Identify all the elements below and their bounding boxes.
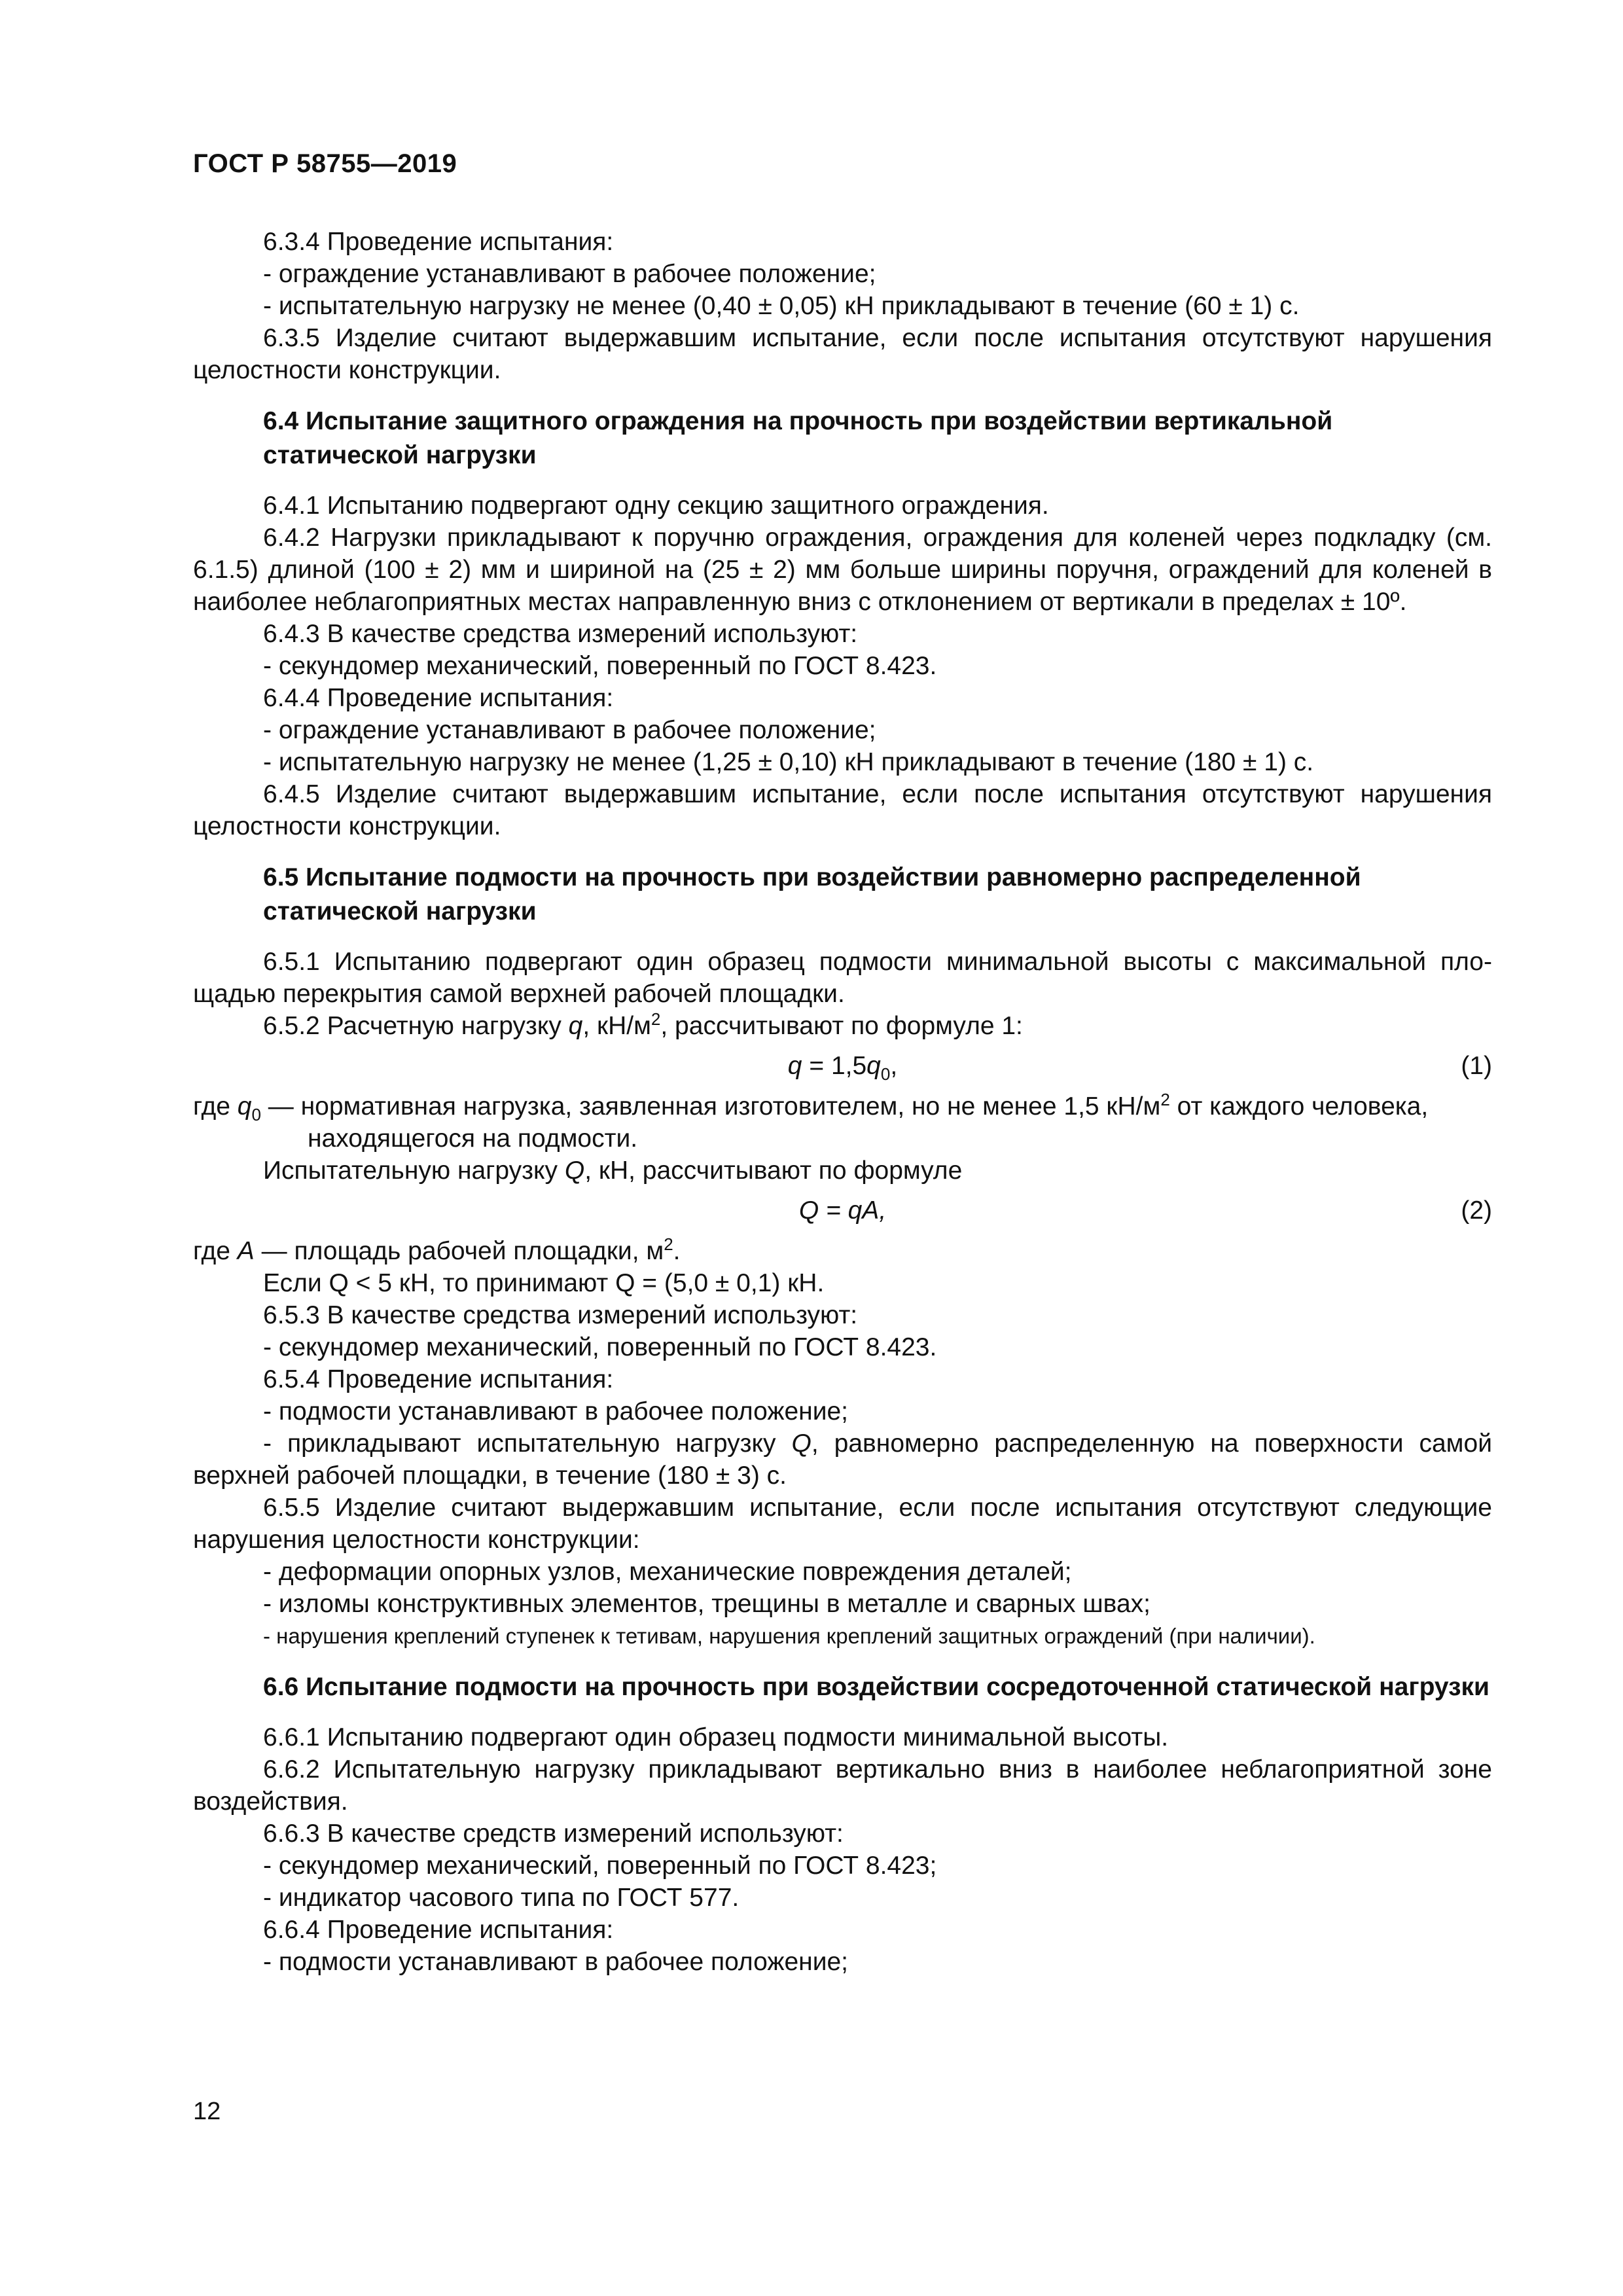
- paragraph: 6.5.4 Проведение испытания:: [263, 1365, 614, 1393]
- text: .: [673, 1237, 681, 1265]
- variable: Q: [564, 1157, 585, 1185]
- formula-explanation: [193, 1235, 1492, 1267]
- text: — площадь рабочей площадки, м: [254, 1237, 664, 1265]
- variable: q: [568, 1012, 583, 1040]
- formula-expression: [193, 1047, 1492, 1085]
- paragraph: 6.6.2 Испытательную нагрузку прикладывают вертикально вниз в наиболее неблагоприятной зоне воздействия.: [193, 1755, 1492, 1816]
- list-item: - испытательную нагрузку не менее (1,25 ± 0,10) кН прикладывают в течение (180 ± 1) с.: [263, 748, 1314, 776]
- text: , равномерно распределенную на поверхности самой верхней рабочей площадки, в течение (180 ± 3) с.: [193, 1429, 1492, 1490]
- subscript: 0: [251, 1104, 261, 1124]
- subscript: 0: [880, 1064, 891, 1084]
- variable: q: [237, 1092, 252, 1121]
- list-item: - индикатор часового типа по ГОСТ 577.: [263, 1884, 740, 1912]
- formula-2: [193, 1192, 1492, 1230]
- list-item: - ограждение устанавливают в рабочее положение;: [263, 716, 876, 744]
- section-heading-6-6: 6.6 Испытание подмости на прочность при воздействии сосредоточенной статической нагрузки: [263, 1673, 1489, 1701]
- paragraph: 6.5.3 В качестве средства измерений используют:: [263, 1301, 858, 1329]
- text: Испытательную нагрузку: [263, 1157, 565, 1185]
- paragraph: 6.4.5 Изделие считают выдержавшим испытание, если после испытания отсутствуют нарушения целостности конструкции.: [193, 780, 1492, 840]
- list-item: [193, 1427, 1492, 1492]
- superscript: 2: [1160, 1090, 1170, 1109]
- paragraph: 6.4.4 Проведение испытания:: [263, 684, 614, 712]
- list-item: - секундомер механический, поверенный по ГОСТ 8.423.: [263, 1333, 937, 1361]
- paragraph: 6.4.1 Испытанию подвергают одну секцию защитного ограждения.: [263, 492, 1049, 520]
- list-item: - подмости устанавливают в рабочее положение;: [263, 1948, 849, 1976]
- variable: q: [787, 1052, 802, 1080]
- list-item: - изломы конструктивных элементов, трещины в металле и сварных швах;: [263, 1590, 1150, 1618]
- formula-number: (1): [1461, 1052, 1492, 1080]
- text: = 1,5: [802, 1052, 867, 1080]
- paragraph: 6.6.4 Проведение испытания:: [263, 1916, 614, 1944]
- list-item: - подмости устанавливают в рабочее положение;: [263, 1397, 849, 1426]
- paragraph: 6.6.3 В качестве средств измерений используют:: [263, 1820, 844, 1848]
- list-item: - ограждение устанавливают в рабочее положение;: [263, 260, 876, 288]
- paragraph: [193, 1010, 1492, 1042]
- standard-header: ГОСТ Р 58755—2019: [193, 149, 457, 178]
- paragraph: 6.3.5 Изделие считают выдержавшим испытание, если после испытания отсутствуют нарушения целостности конструкции.: [193, 324, 1492, 384]
- text: , рассчитывают по формуле 1:: [660, 1012, 1023, 1040]
- section-heading-6-5: 6.5 Испытание подмости на прочность при воздействии равномерно распределенной статической нагрузки: [263, 863, 1361, 925]
- document-body: [193, 226, 1492, 1978]
- text: 6.5.2 Расчетную нагрузку: [263, 1012, 569, 1040]
- list-item: - нарушения креплений ступенек к тетивам, нарушения креплений защитных ограждений (при наличии).: [263, 1624, 1315, 1648]
- formula-expression: Q = qA,: [798, 1196, 887, 1225]
- text: , кН/м: [582, 1012, 651, 1040]
- paragraph: Если Q < 5 кН, то принимают Q = (5,0 ± 0,1) кН.: [263, 1269, 825, 1297]
- section-heading-6-4: 6.4 Испытание защитного ограждения на прочность при воздействии вертикальной статической нагрузки: [263, 407, 1333, 469]
- paragraph: 6.3.4 Проведение испытания:: [263, 228, 614, 256]
- text: ,: [890, 1052, 898, 1080]
- variable: A: [237, 1237, 255, 1265]
- formula-explanation: [193, 1090, 1492, 1155]
- paragraph: [193, 1155, 1492, 1187]
- text: где: [193, 1092, 238, 1121]
- paragraph: 6.6.1 Испытанию подвергают один образец подмости минимальной высоты.: [263, 1723, 1169, 1751]
- list-item: - секундомер механический, поверенный по ГОСТ 8.423;: [263, 1852, 937, 1880]
- paragraph: 6.5.5 Изделие считают выдержавшим испытание, если после испытания отсутствуют следующие нарушения целостности конструкции:: [193, 1494, 1492, 1554]
- list-item: - деформации опорных узлов, механические повреждения деталей;: [263, 1558, 1072, 1586]
- paragraph: 6.5.1 Испытанию подвергают один образец подмости минимальной высоты с максимальной площадью перекрытия самой верхней рабочей площадки.: [193, 948, 1492, 1008]
- text: - прикладывают испытательную нагрузку: [263, 1429, 792, 1458]
- list-item: - секундомер механический, поверенный по ГОСТ 8.423.: [263, 652, 937, 680]
- formula-1: [193, 1047, 1492, 1085]
- text: где: [193, 1237, 238, 1265]
- text: — нормативная нагрузка, заявленная изготовителем, но не менее 1,5 кН/м: [260, 1092, 1161, 1121]
- page-number: 12: [193, 2098, 221, 2125]
- superscript: 2: [664, 1234, 673, 1254]
- text: , кН, рассчитывают по формуле: [584, 1157, 963, 1185]
- paragraph: 6.4.3 В качестве средства измерений используют:: [263, 620, 858, 648]
- variable: q: [866, 1052, 881, 1080]
- formula-number: (2): [1461, 1196, 1492, 1225]
- text: от каждого человека, находящегося на подмости.: [308, 1092, 1429, 1153]
- paragraph: 6.4.2 Нагрузки прикладывают к поручню ограждения, ограждения для коленей через подкладку (см. 6.1.5) длиной (100 ± 2) мм и шириной на (25 ± 2) мм больше ширины поручня, ограждений для коленей в наиболее неблагоприятных местах направленную вниз с отклонением от вертикали в пределах ± 10º.: [193, 524, 1492, 616]
- list-item: - испытательную нагрузку не менее (0,40 ± 0,05) кН прикладывают в течение (60 ± 1) с.: [263, 292, 1300, 320]
- variable: Q: [791, 1429, 812, 1458]
- superscript: 2: [651, 1009, 661, 1029]
